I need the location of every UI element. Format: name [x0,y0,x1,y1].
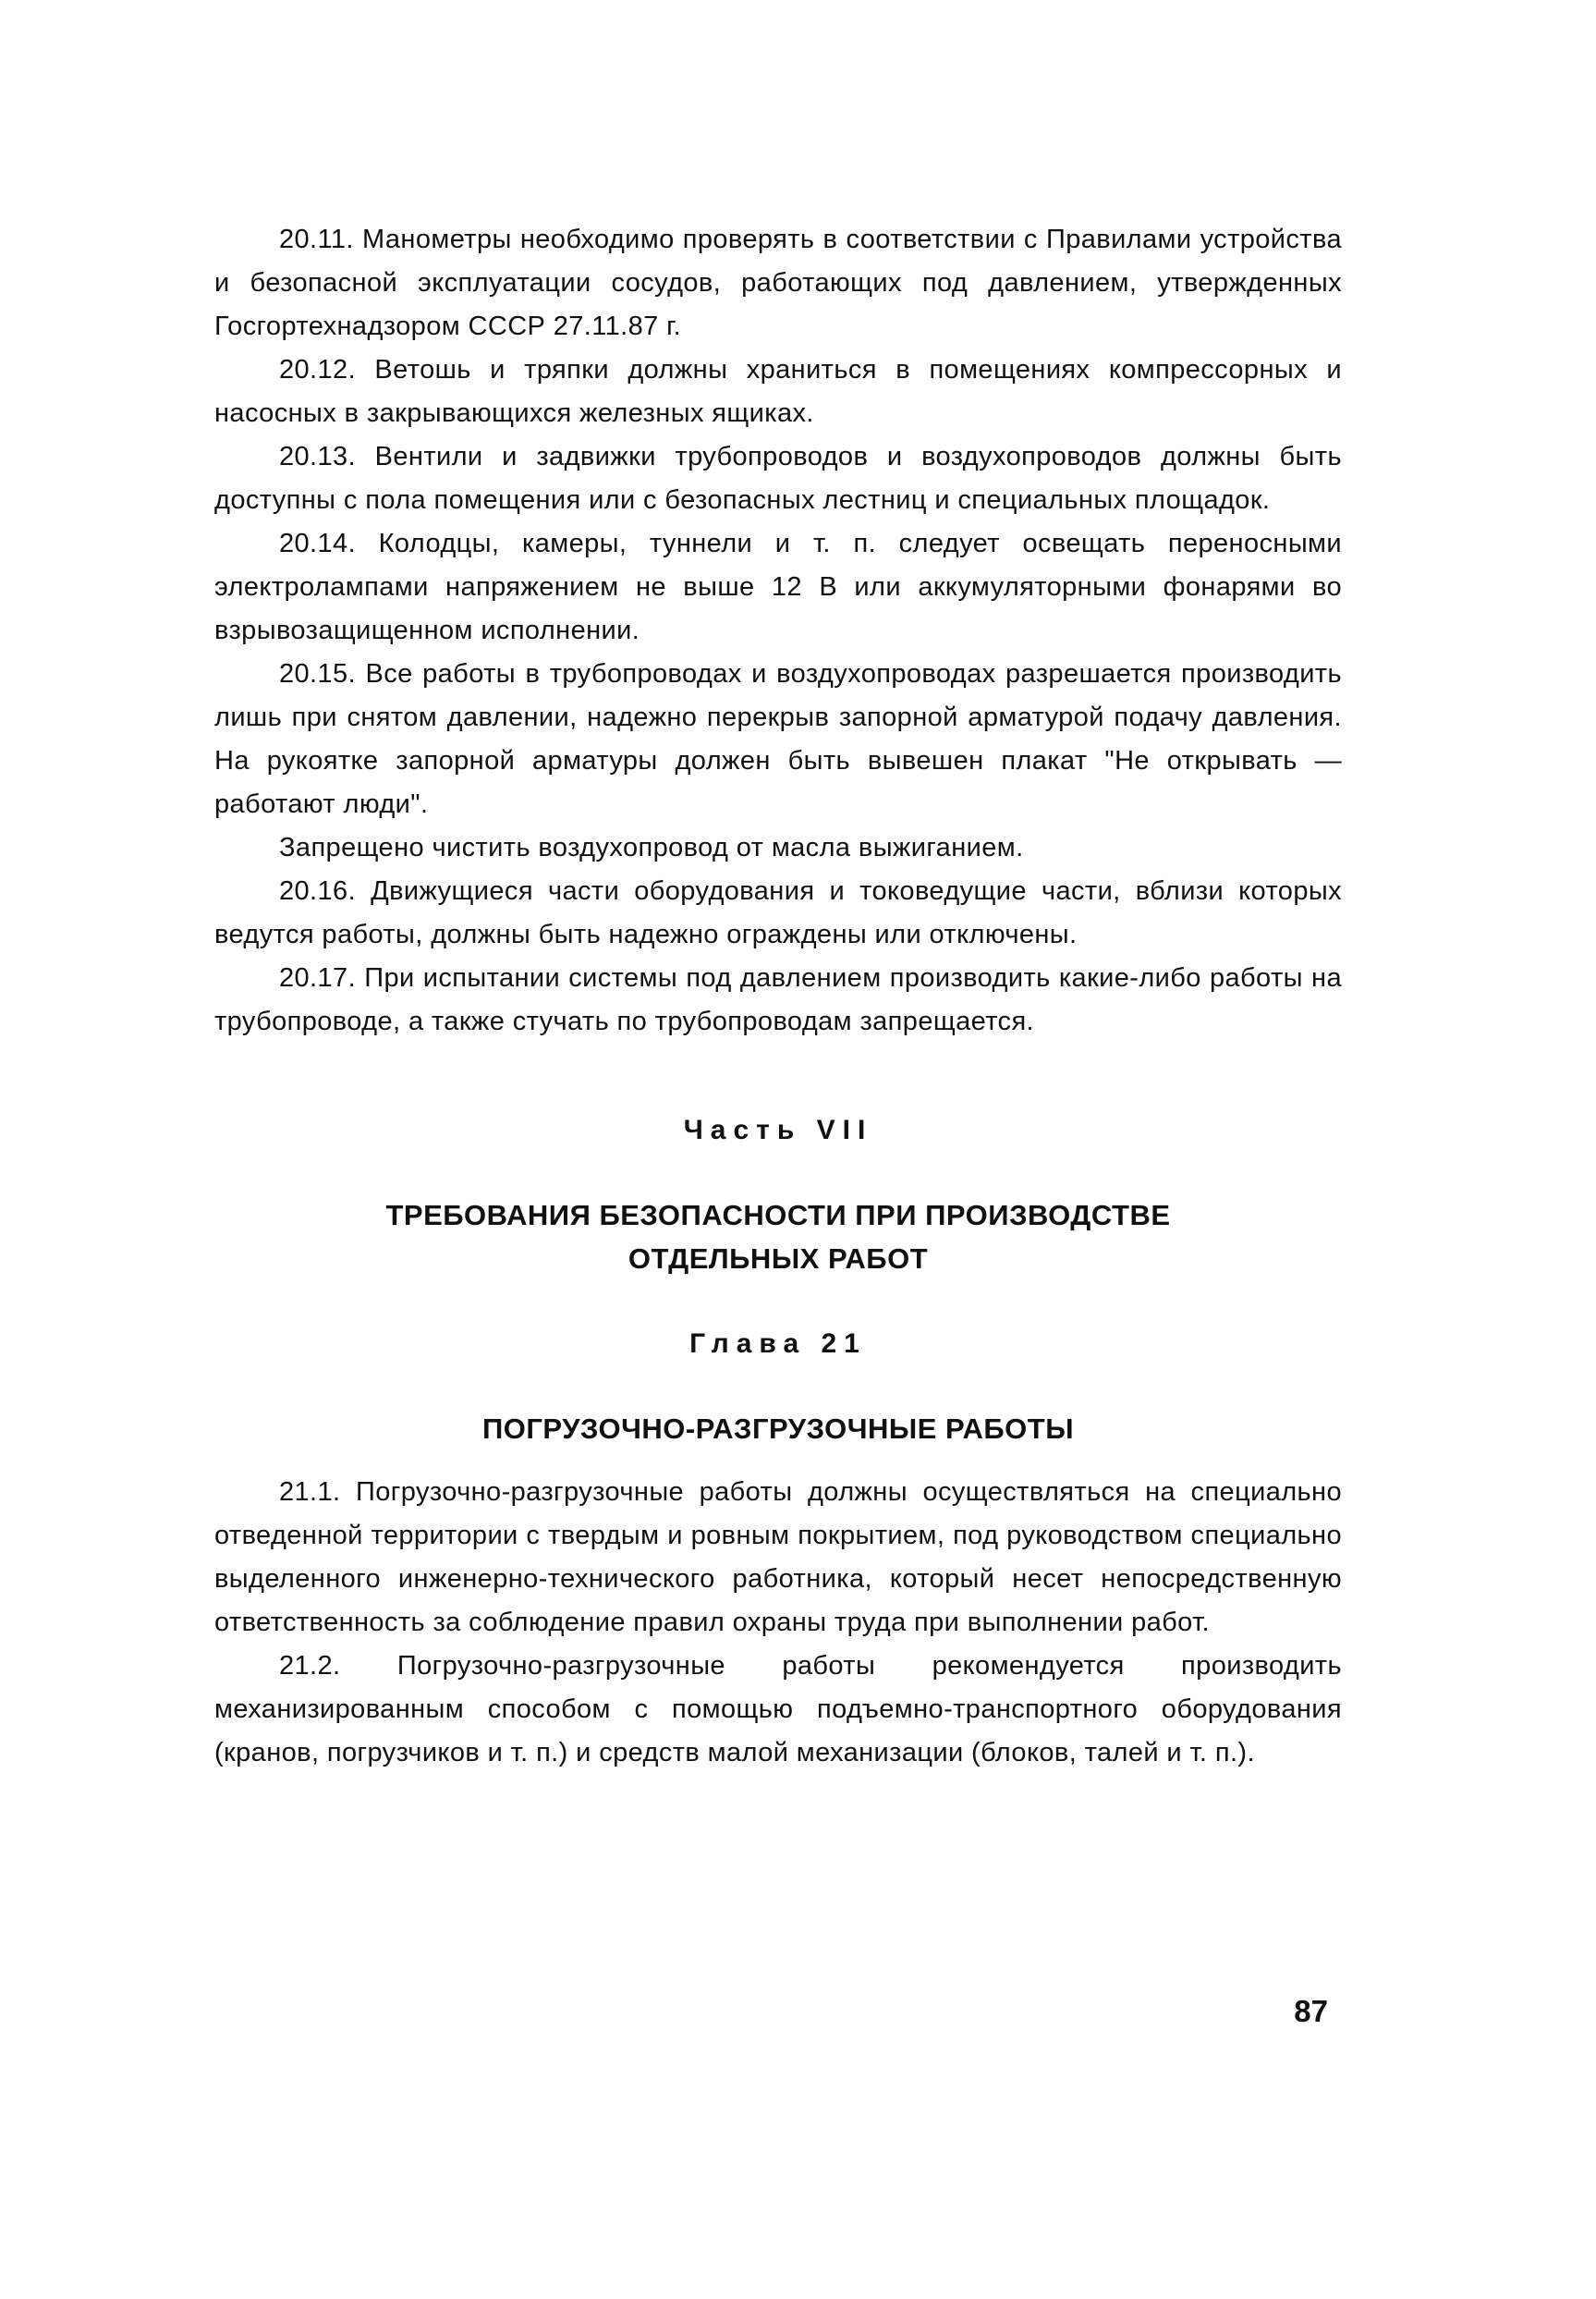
paragraph-20-17: 20.17. При испытании системы под давлением производить какие-либо работы на трубопроводе, а также стучать по трубопроводам запрещается. [214,963,1342,1036]
spacer [214,1280,1342,1322]
paragraph-20-14: 20.14. Колодцы, камеры, туннели и т. п. следует освещать переносными электролампами напряжением не выше 12 В или аккумуляторными фонарями во взрывозащищенном исполнении. [214,529,1342,645]
paragraph-21-1: 21.1. Погрузочно-разгрузочные работы должны осуществляться на специально отведенной территории с твердым и ровным покрытием, под руководством специально выделенного инженерно-технического работника, который несет непосредственную ответственность за соблюдение правил охраны труда при выполнении работ. [214,1477,1342,1637]
part-title-line-1: ТРЕБОВАНИЯ БЕЗОПАСНОСТИ ПРИ ПРОИЗВОДСТВЕ [385,1199,1171,1231]
spacer [214,1152,1342,1193]
spacer [214,1450,1342,1471]
paragraph-20-15-note: Запрещено чистить воздухопровод от масла выжиганием. [279,833,1024,862]
paragraph-20-13: 20.13. Вентили и задвижки трубопроводов и воздухопроводов должны быть доступны с пола помещения или с безопасных лестниц и специальных площадок. [214,442,1342,515]
chapter-label: Глава 21 [689,1328,867,1359]
page-number: 87 [1294,1994,1328,2028]
part-title-line-2: ОТДЕЛЬНЫХ РАБОТ [627,1242,929,1275]
paragraph-20-11: 20.11. Манометры необходимо проверять в соответствии с Правилами устройства и безопасной эксплуатации сосудов, работающих под давлением, утвержденных Госгортехнадзором СССР 27.11.87 г. [214,225,1342,341]
paragraph-20-16: 20.16. Движущиеся части оборудования и токоведущие части, вблизи которых ведутся работы, должны быть надежно ограждены или отключены. [214,876,1342,949]
paragraph-20-12: 20.12. Ветошь и тряпки должны храниться в помещениях компрессорных и насосных в закрывающихся железных ящиках. [214,355,1342,428]
spacer [214,1365,1342,1407]
paragraph-21-2: 21.2. Погрузочно-разгрузочные работы рекомендуется производить механизированным способом с помощью подъемно-транспортного оборудования (кранов, погрузчиков и т. п.) и средств малой механизации (блоков, талей и т. п.). [214,1651,1342,1767]
text-block [214,218,1342,1775]
spacer [214,1044,1342,1108]
paragraph-20-15: 20.15. Все работы в трубопроводах и воздухопроводах разрешается производить лишь при снятом давлении, надежно перекрыв запорной арматурой подачу давления. На рукоятке запорной арматуры должен быть вывешен плакат "Не открывать — работают люди". [214,659,1342,819]
chapter-title: ПОГРУЗОЧНО-РАЗГРУЗОЧНЫЕ РАБОТЫ [481,1412,1075,1445]
part-label: Часть VII [683,1115,873,1145]
